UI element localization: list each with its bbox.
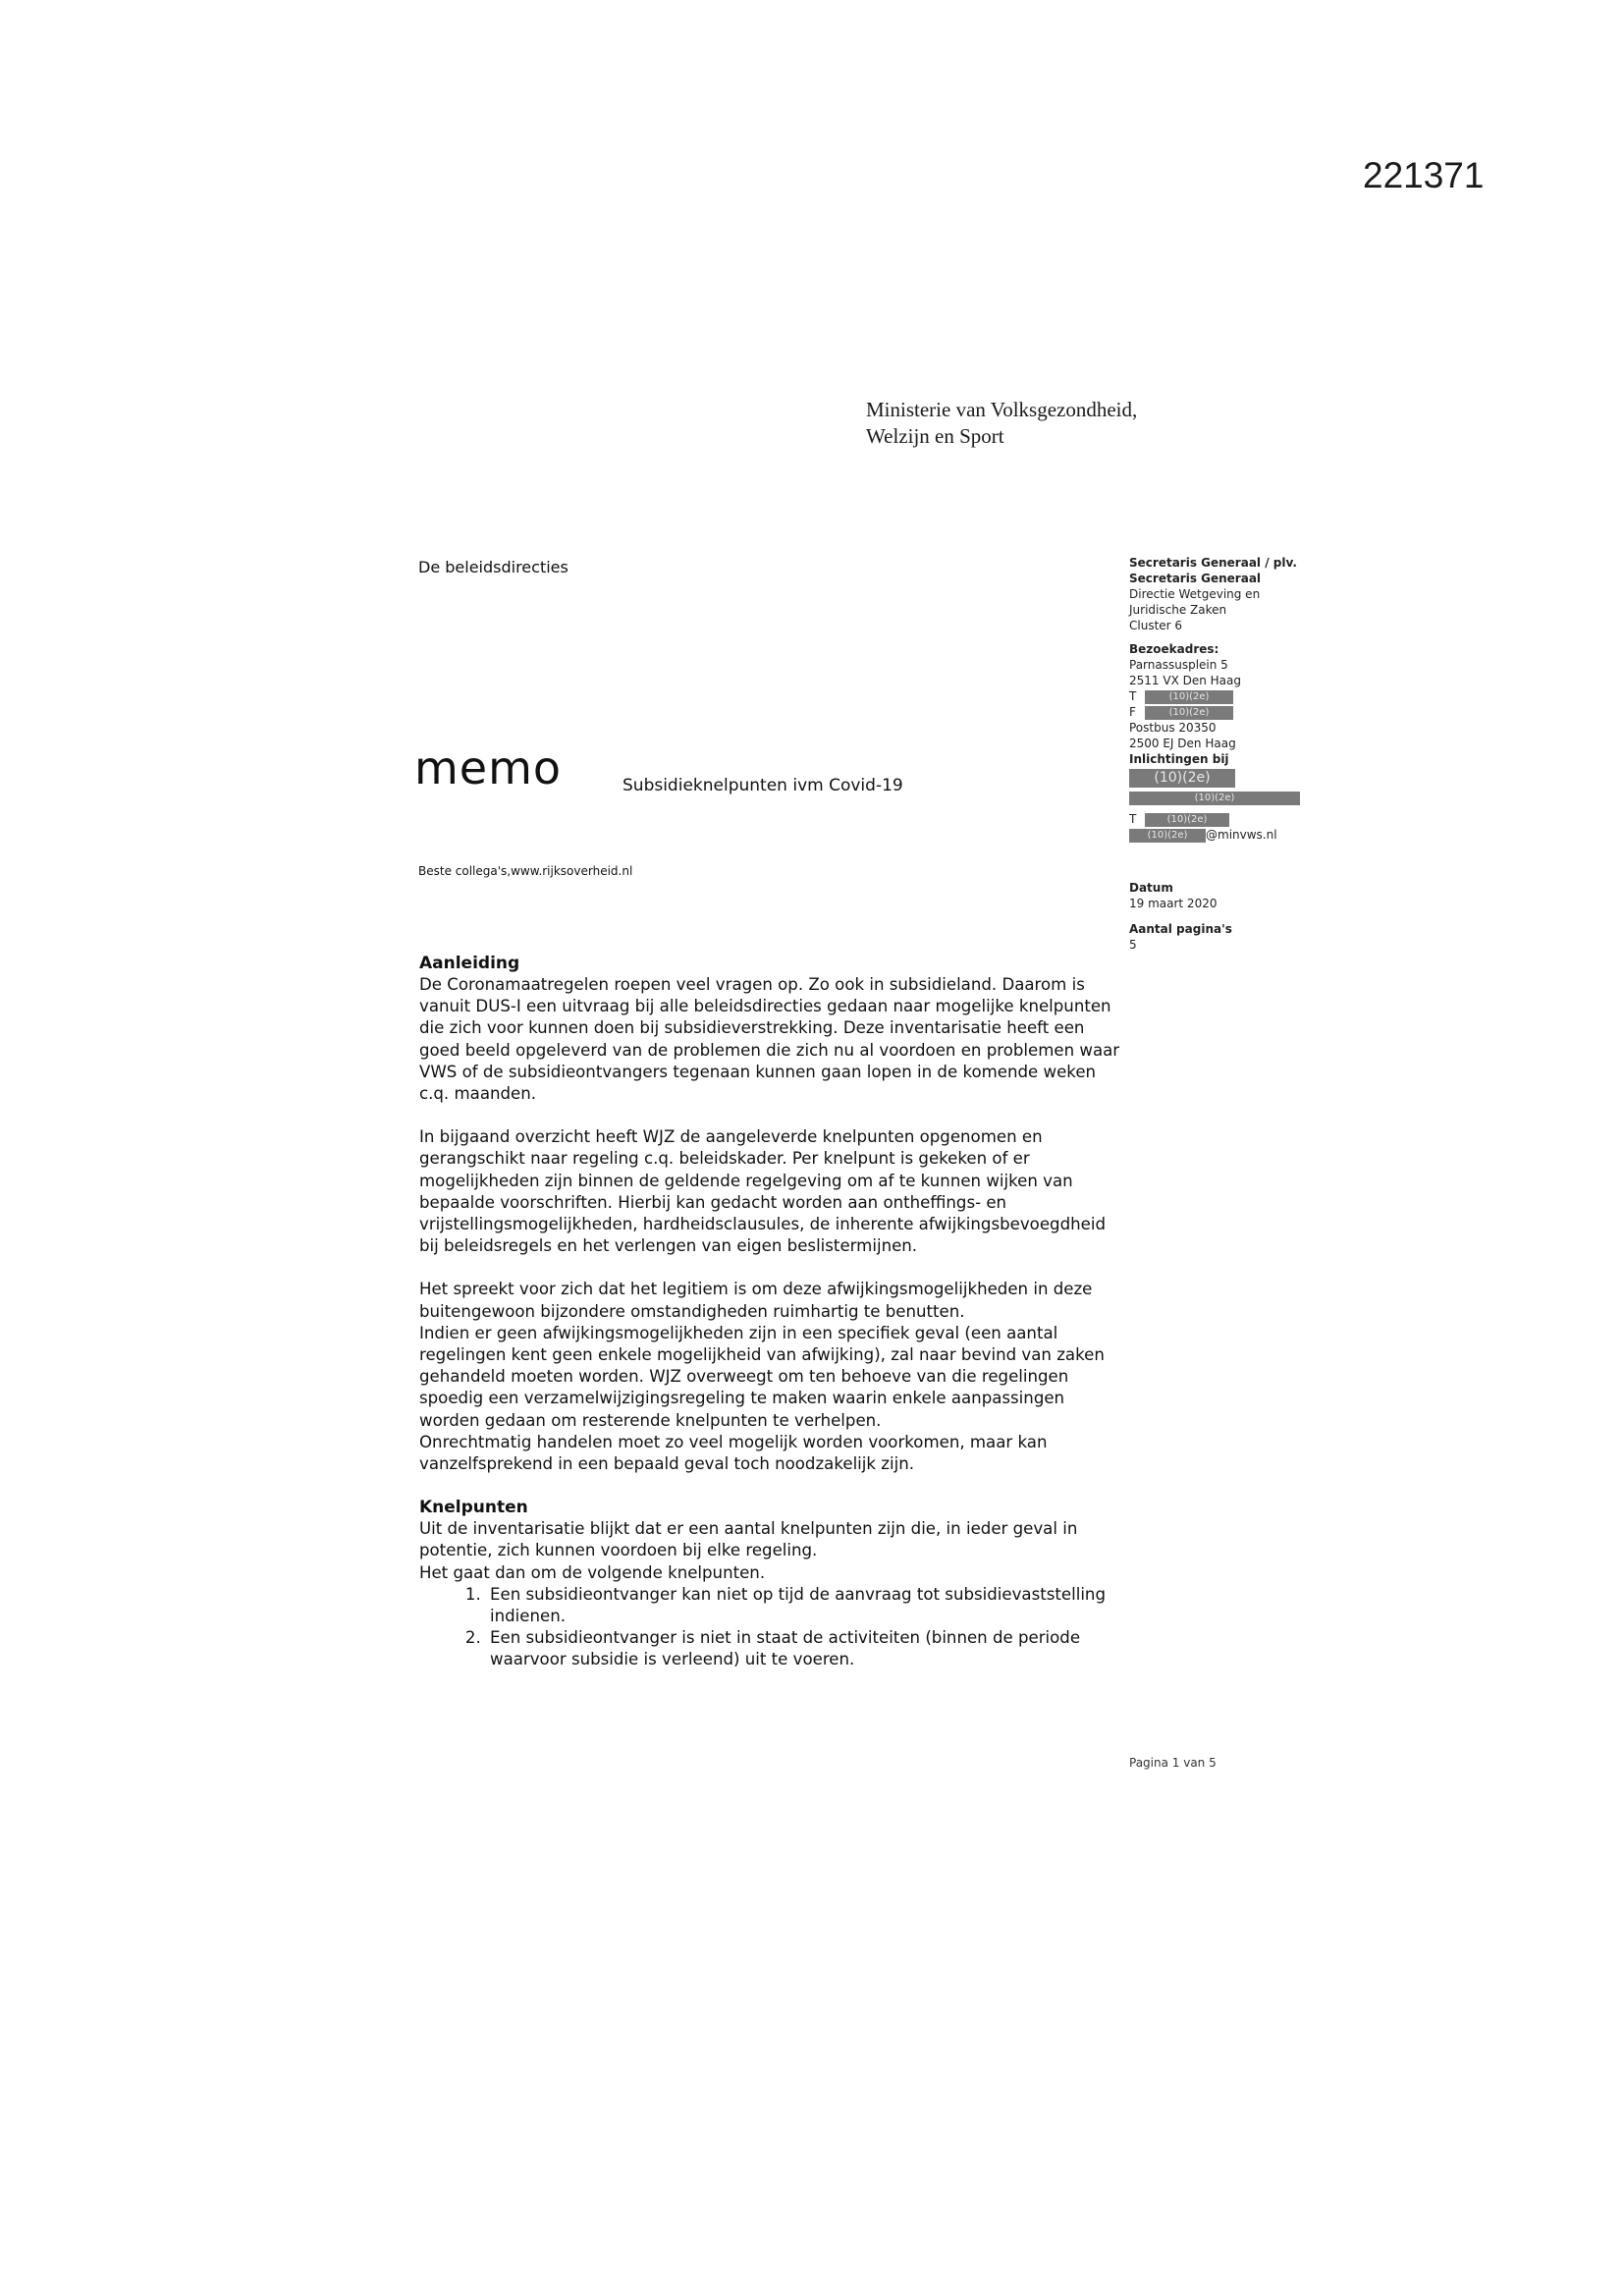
paragraph-3a: Het spreekt voor zich dat het legitiem is om deze afwijkingsmogelijkheden in deze buitengewoon bijzondere omstandigheden ruimhartig te benutten. <box>419 1280 1093 1321</box>
redacted-contact-phone: (10)(2e) <box>1145 813 1229 827</box>
list-item: 2. Een subsidieontvanger is niet in staat de activiteiten (binnen de periode waarvoor subsidie is verleend) uit te voeren. <box>486 1627 1126 1670</box>
knelpunten-list <box>419 1584 1126 1671</box>
sidebar-info-label: Inlichtingen bij <box>1129 752 1229 766</box>
sidebar-postbus: Postbus 20350 <box>1129 721 1217 735</box>
sidebar-info-name-row <box>1129 769 1355 788</box>
sidebar-visit-label: Bezoekadres: <box>1129 642 1219 656</box>
date-value: 19 maart 2020 <box>1129 897 1218 910</box>
email-suffix: @minvws.nl <box>1206 828 1277 842</box>
sidebar-info-function-row <box>1129 790 1355 805</box>
sidebar-post-city: 2500 EJ Den Haag <box>1129 737 1236 750</box>
redacted-phone: (10)(2e) <box>1145 690 1233 704</box>
greeting: Beste collega's,www.rijksoverheid.nl <box>418 864 633 878</box>
ministry-line-2: Welzijn en Sport <box>866 424 1004 448</box>
info-phone-label: T <box>1129 812 1137 826</box>
memo-title: memo <box>414 741 563 794</box>
sidebar-info-phone-row <box>1129 811 1355 827</box>
sidebar-info-email-row <box>1129 827 1355 843</box>
redacted-contact-email: (10)(2e) <box>1129 829 1206 843</box>
date-label: Datum <box>1129 881 1173 895</box>
heading-aanleiding: Aanleiding <box>419 954 520 973</box>
sidebar-fax-row <box>1129 704 1355 720</box>
ministry-logo-text <box>866 397 1137 450</box>
page-count-value: 5 <box>1129 938 1137 952</box>
redacted-contact-name: (10)(2e) <box>1129 769 1235 788</box>
memo-subject: Subsidieknelpunten ivm Covid-19 <box>623 776 903 795</box>
recipient: De beleidsdirecties <box>418 558 568 576</box>
paragraph-4b: Het gaat dan om de volgende knelpunten. <box>419 1562 766 1582</box>
sidebar-city: 2511 VX Den Haag <box>1129 674 1241 687</box>
sidebar-dept-2: Secretaris Generaal <box>1129 572 1262 585</box>
sidebar-directorate-2: Juridische Zaken <box>1129 603 1227 617</box>
paragraph-3b: Indien er geen afwijkingsmogelijkheden zijn in een specifiek geval (een aantal regelingen kent geen enkele mogelijkheid van afwijking), zal naar bevind van zaken gehandeld moeten worden. WJZ overweegt om ten behoeve van die regelingen spoedig een verzamelwijzigingsregeling te maken waarin enkele aanpassingen worden gedaan om resterende knelpunten te verhelpen. <box>419 1323 1105 1430</box>
sidebar-street: Parnassusplein 5 <box>1129 658 1228 672</box>
paragraph-3c: Onrechtmatig handelen moet zo veel mogelijk worden voorkomen, maar kan vanzelfsprekend in een bepaald geval toch noodzakelijk zijn. <box>419 1432 1048 1474</box>
paragraph-4a: Uit de inventarisatie blijkt dat er een aantal knelpunten zijn die, in ieder geval in potentie, zich kunnen voordoen bij elke regeling. <box>419 1519 1078 1560</box>
memo-body <box>419 953 1126 1671</box>
redacted-fax: (10)(2e) <box>1145 706 1233 720</box>
sidebar-dept-1: Secretaris Generaal / plv. <box>1129 556 1297 570</box>
ministry-line-1: Ministerie van Volksgezondheid, <box>866 398 1138 421</box>
paragraph-2: In bijgaand overzicht heeft WJZ de aangeleverde knelpunten opgenomen en gerangschikt naar regeling c.q. beleidskader. Per knelpunt is gekeken of er mogelijkheden zijn binnen de geldende regelgeving om af te kunnen wijken van bepaalde voorschriften. Hierbij kan gedacht worden aan ontheffings- en vrijstellingsmogelijkheden, hardheidsclausules, de inherente afwijkingsbevoegdheid bij beleidsregels en het verlengen van eigen beslistermijnen. <box>419 1127 1106 1256</box>
page-count-label: Aantal pagina's <box>1129 922 1232 936</box>
phone-label: T <box>1129 689 1137 703</box>
redacted-contact-function: (10)(2e) <box>1129 792 1300 805</box>
heading-knelpunten: Knelpunten <box>419 1498 528 1518</box>
document-number: 221371 <box>1363 155 1485 195</box>
sidebar-phone-row <box>1129 688 1355 704</box>
page-number: Pagina 1 van 5 <box>1129 1756 1217 1770</box>
sidebar-directorate-1: Directie Wetgeving en <box>1129 587 1261 601</box>
list-item: 1. Een subsidieontvanger kan niet op tijd de aanvraag tot subsidievaststelling indienen. <box>486 1584 1126 1627</box>
fax-label: F <box>1129 705 1136 719</box>
paragraph-1: De Coronamaatregelen roepen veel vragen op. Zo ook in subsidieland. Daarom is vanuit DUS-I een uitvraag bij alle beleidsdirecties gedaan naar mogelijke knelpunten die zich voor kunnen doen bij subsidieverstrekking. Deze inventarisatie heeft een goed beeld opgeleverd van de problemen die zich nu al voordoen en problemen waar VWS of de subsidieontvangers tegenaan kunnen gaan lopen in de komende weken c.q. maanden. <box>419 975 1120 1104</box>
sender-sidebar <box>1129 555 1355 953</box>
sidebar-cluster: Cluster 6 <box>1129 619 1183 632</box>
